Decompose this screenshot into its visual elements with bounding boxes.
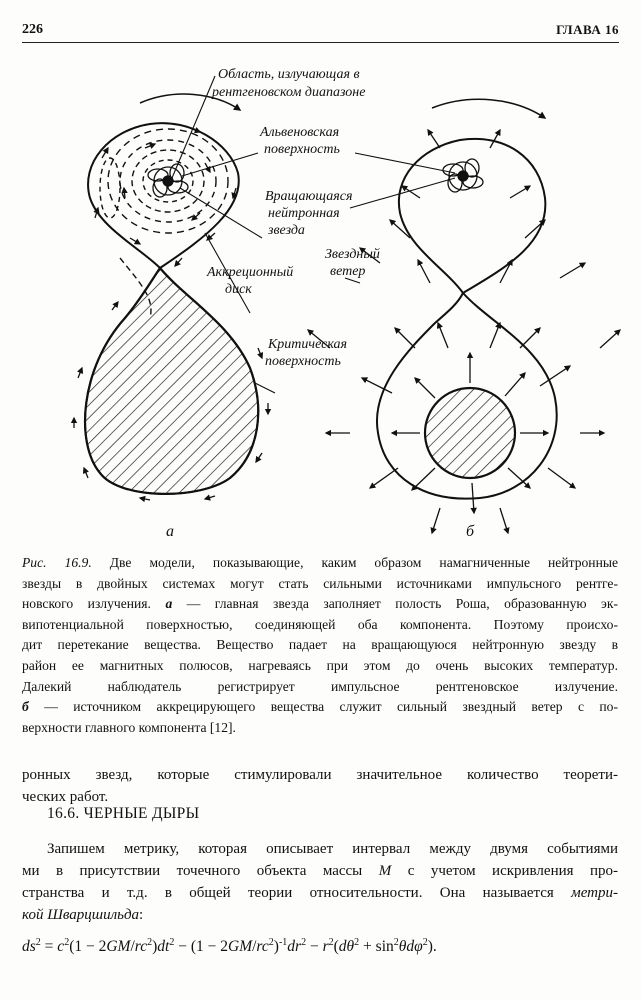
label-rotating-2: нейтронная	[268, 206, 340, 221]
panel-a-primary-star	[85, 268, 258, 494]
running-head: ГЛАВА 16	[556, 22, 619, 37]
panel-a-neutron-star	[148, 164, 188, 197]
label-wind-2: ветер	[330, 264, 366, 279]
label-alfven-2: поверхность	[264, 142, 340, 157]
label-disk-1: Аккреционный	[207, 265, 294, 280]
label-alfven-1: Альвеновская	[260, 125, 340, 140]
panel-b-primary-star	[425, 388, 515, 478]
section-heading: 16.6. ЧЕРНЫЕ ДЫРЫ	[47, 805, 200, 822]
label-critical-1: Критическая	[268, 337, 348, 352]
figure-16-9	[0, 48, 641, 548]
page-header	[22, 22, 619, 42]
label-disk-2: диск	[225, 282, 252, 297]
label-xray-region-1: Область, излучающая в	[218, 67, 360, 82]
panel-b-diagram	[308, 99, 620, 533]
panel-a-label: а	[166, 523, 174, 540]
schwarzschild-paragraph: Запишем метрику, которая описывает интервал между двумя событиями ми в присутствии точечного объекта массы M с учетом искривления про- странства и т.д. в общей теории относительности. Она называется метри- кой Шварцшильда:	[22, 841, 619, 923]
label-wind-1: Звездный	[325, 247, 380, 262]
label-xray-region-2: рентгеновском диапазоне	[212, 85, 366, 100]
label-critical-2: поверхность	[265, 354, 341, 369]
header-rule	[22, 42, 619, 43]
caption-label: Рис. 16.9.	[22, 555, 92, 570]
panel-b-neutron-star	[443, 159, 483, 192]
panel-b-label: б	[466, 523, 475, 540]
label-rotating-3: звезда	[268, 223, 305, 238]
page-number: 226	[22, 22, 43, 37]
figure-caption: Рис. 16.9. Две модели, показывающие, каким образом намагниченные нейтронные звезды в двойных системах могут стать сильными источниками импульсного рентге- новского излучения. а — главная звезда заполняет полость Роша, образованную эк- випотенциальной поверхностью, соединяющей оба компонента. Поэтому происхо- дит перетекание вещества. Вещество падает на вращающуюся нейтронную звезду в район ее магнитных полюсов, нагреваясь при этом до очень высоких температур. Далекий наблюдатель регистрирует импульсное рентгеновское излучение. б — источником аккрецирующего вещества служит сильный звездный ветер с по- верхности главного компонента [12].	[22, 555, 619, 735]
continuation-paragraph: ронных звезд, которые стимулировали значительное количество теорети- ческих работ.	[22, 767, 618, 805]
label-rotating-1: Вращающаяся	[265, 189, 353, 204]
schwarzschild-metric-formula: $ds^2 = c^2(1 - 2GM/rc^2)dt^2 - (1 - 2GM/rc^2)^{-1}dr^2 - r^2(d\theta^2 + \sin^2\theta d\varphi^2)$.	[22, 937, 437, 956]
